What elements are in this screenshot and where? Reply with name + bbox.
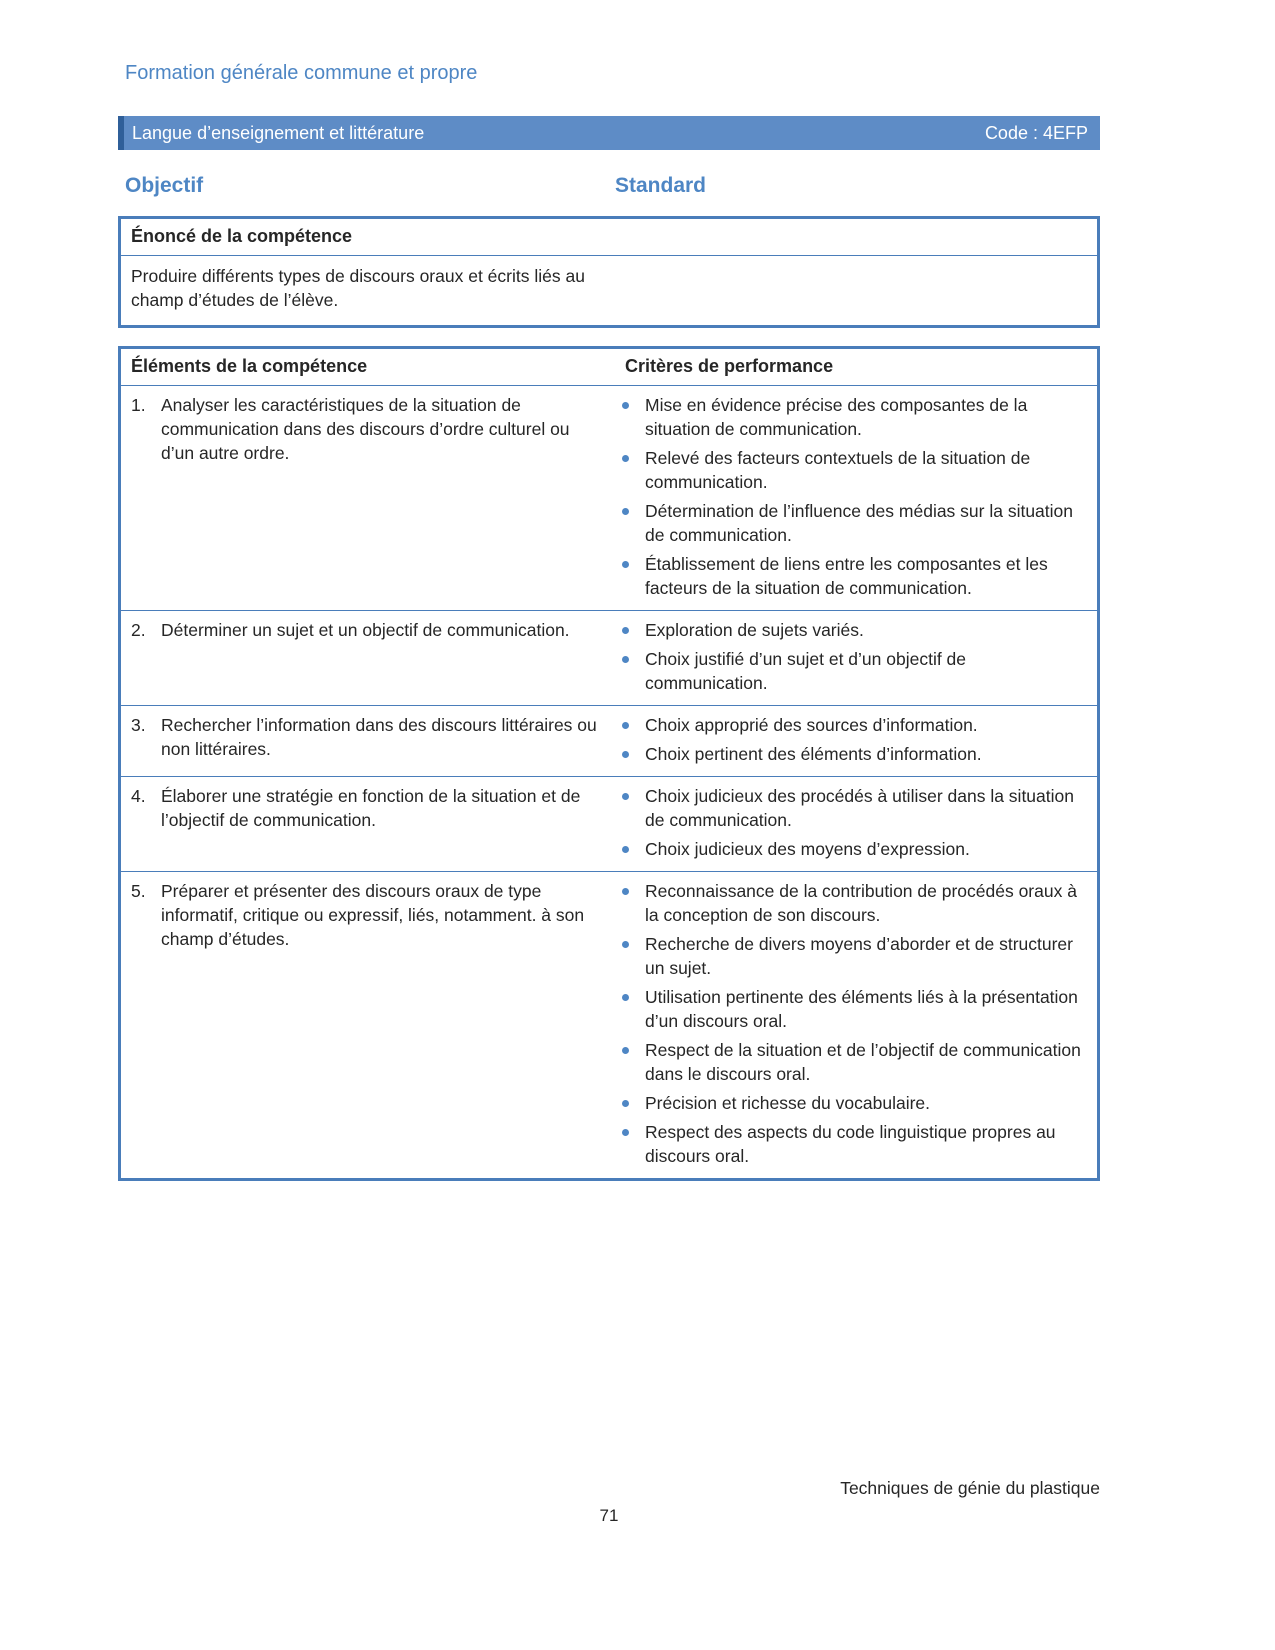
- criteria-text: Choix judicieux des moyens d’expression.: [645, 839, 970, 859]
- table-row: [121, 706, 1097, 777]
- bullet-icon: [615, 713, 645, 737]
- enonce-body: [121, 256, 1097, 325]
- bullet-icon: [615, 879, 645, 927]
- standard-heading: Standard: [615, 174, 707, 197]
- criteria-cell: [615, 706, 1097, 776]
- bullet-icon: [615, 446, 645, 494]
- table-header-row: [121, 349, 1097, 386]
- criteria-text: Choix pertinent des éléments d’information.: [645, 744, 982, 764]
- criteria-item: [615, 932, 1089, 980]
- bullet-icon: [615, 647, 645, 695]
- criteria-item: [615, 784, 1089, 832]
- criteria-item: [615, 713, 1089, 737]
- section-header: Formation générale commune et propre: [125, 62, 478, 84]
- bullet-icon: [615, 552, 645, 600]
- criteria-text: Choix approprié des sources d’information.: [645, 715, 978, 735]
- footer-program-name: Techniques de génie du plastique: [840, 1478, 1100, 1498]
- enonce-header: Énoncé de la compétence: [121, 219, 1097, 256]
- element-text: Rechercher l’information dans des discours littéraires ou non littéraires.: [161, 715, 597, 759]
- banner-title: Langue d’enseignement et littérature: [132, 122, 425, 143]
- criteria-text: Établissement de liens entre les composantes et les facteurs de la situation de communication.: [645, 554, 1048, 598]
- bullet-icon: [615, 393, 645, 441]
- criteria-text: Respect de la situation et de l’objectif de communication dans le discours oral.: [645, 1040, 1081, 1084]
- bullet-icon: [615, 1091, 645, 1115]
- criteria-item: [615, 985, 1089, 1033]
- criteria-text: Utilisation pertinente des éléments liés à la présentation d’un discours oral.: [645, 987, 1078, 1031]
- criteria-cell: [615, 872, 1097, 1178]
- bullet-icon: [615, 499, 645, 547]
- criteria-cell: [615, 611, 1097, 705]
- bullet-icon: [615, 742, 645, 766]
- column-headings: [118, 174, 1100, 198]
- course-banner: [118, 116, 1100, 150]
- element-text: Déterminer un sujet et un objectif de communication.: [161, 620, 570, 640]
- element-cell: [121, 611, 615, 705]
- element-text: Préparer et présenter des discours oraux de type informatif, critique ou expressif, liés, notamment. à son champ d’études.: [161, 881, 585, 949]
- criteria-text: Mise en évidence précise des composantes de la situation de communication.: [645, 395, 1028, 439]
- criteria-item: [615, 742, 1089, 766]
- element-number: 2.: [131, 620, 146, 640]
- criteria-text: Choix judicieux des procédés à utiliser dans la situation de communication.: [645, 786, 1074, 830]
- page-content: [118, 0, 1100, 1181]
- criteria-cell: [615, 777, 1097, 871]
- bullet-icon: [615, 837, 645, 861]
- criteria-text: Exploration de sujets variés.: [645, 620, 864, 640]
- criteria-item: [615, 1038, 1089, 1086]
- criteria-item: [615, 837, 1089, 861]
- element-cell: [121, 706, 615, 776]
- table-rows: [121, 386, 1097, 1178]
- element-number: 5.: [131, 881, 146, 901]
- bullet-icon: [615, 985, 645, 1033]
- enonce-box: [118, 216, 1100, 328]
- criteria-text: Détermination de l’influence des médias sur la situation de communication.: [645, 501, 1074, 545]
- criteria-text: Respect des aspects du code linguistique propres au discours oral.: [645, 1122, 1056, 1166]
- criteria-item: [615, 393, 1089, 441]
- elements-column-header: Éléments de la compétence: [131, 356, 368, 376]
- table-row: [121, 872, 1097, 1178]
- criteria-text: Précision et richesse du vocabulaire.: [645, 1093, 931, 1113]
- element-text: Élaborer une stratégie en fonction de la situation et de l’objectif de communication.: [161, 786, 581, 830]
- criteria-item: [615, 879, 1089, 927]
- criteria-list: [615, 784, 1089, 861]
- criteria-list: [615, 393, 1089, 600]
- criteria-item: [615, 1120, 1089, 1168]
- element-text: Analyser les caractéristiques de la situation de communication dans des discours d’ordre culturel ou d’un autre ordre.: [161, 395, 570, 463]
- objectif-heading: Objectif: [125, 174, 204, 197]
- criteria-text: Recherche de divers moyens d’aborder et de structurer un sujet.: [645, 934, 1073, 978]
- criteria-text: Reconnaissance de la contribution de procédés oraux à la conception de son discours.: [645, 881, 1077, 925]
- table-row: [121, 611, 1097, 706]
- criteria-item: [615, 446, 1089, 494]
- criteria-item: [615, 647, 1089, 695]
- criteria-list: [615, 618, 1089, 695]
- element-number: 3.: [131, 715, 146, 735]
- bullet-icon: [615, 618, 645, 642]
- bullet-icon: [615, 1120, 645, 1168]
- criteres-column-header: Critères de performance: [625, 356, 834, 376]
- bullet-icon: [615, 784, 645, 832]
- competence-table: [118, 346, 1100, 1181]
- element-cell: [121, 777, 615, 871]
- criteria-item: [615, 499, 1089, 547]
- enonce-text: Produire différents types de discours oraux et écrits liés au champ d’études de l’élève.: [131, 266, 585, 310]
- criteria-list: [615, 879, 1089, 1168]
- bullet-icon: [615, 1038, 645, 1086]
- criteria-cell: [615, 386, 1097, 610]
- criteria-item: [615, 552, 1089, 600]
- table-row: [121, 777, 1097, 872]
- element-number: 4.: [131, 786, 146, 806]
- banner-code: Code : 4EFP: [984, 122, 1088, 143]
- bullet-icon: [615, 932, 645, 980]
- element-cell: [121, 386, 615, 610]
- criteria-item: [615, 618, 1089, 642]
- criteria-text: Relevé des facteurs contextuels de la situation de communication.: [645, 448, 1031, 492]
- element-cell: [121, 872, 615, 1178]
- criteria-item: [615, 1091, 1089, 1115]
- criteria-text: Choix justifié d’un sujet et d’un objectif de communication.: [645, 649, 967, 693]
- criteria-list: [615, 713, 1089, 766]
- table-row: [121, 386, 1097, 611]
- element-number: 1.: [131, 395, 146, 415]
- page-number: 71: [599, 1506, 619, 1525]
